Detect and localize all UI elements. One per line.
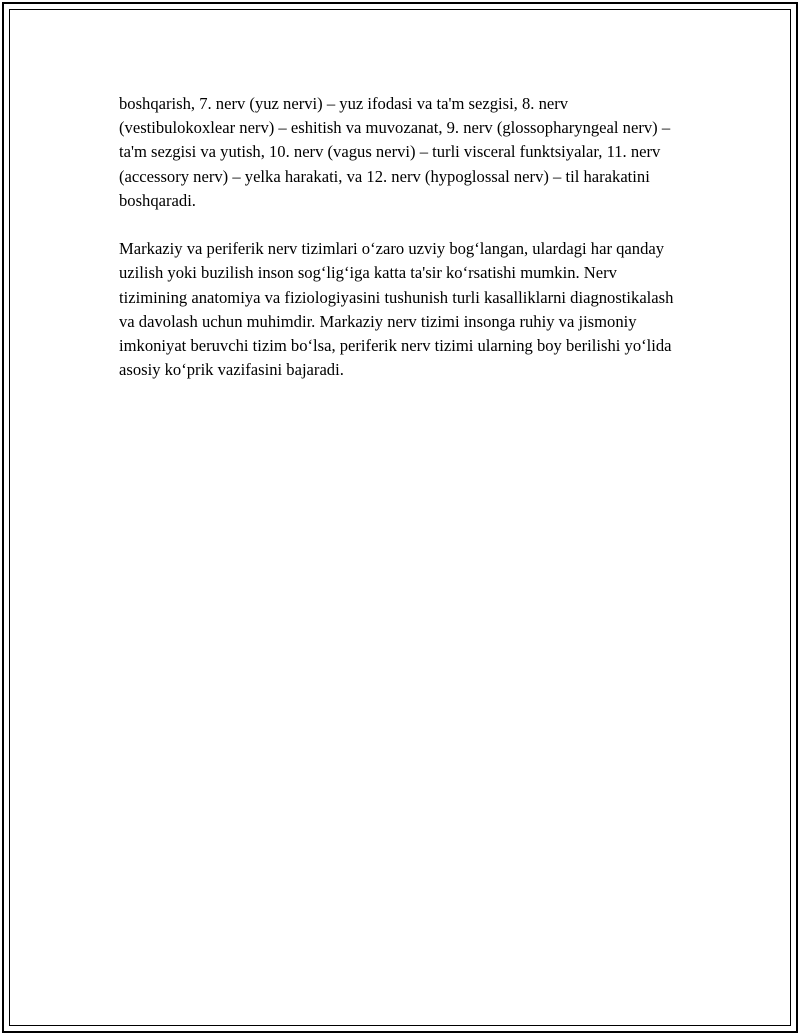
paragraph-nervous-system-summary: Markaziy va periferik nerv tizimlari o‘zaro uzviy bog‘langan, ulardagi har qanday uzilish yoki buzilish inson sog‘lig‘iga katta ta'sir ko‘rsatishi mumkin. Nerv tizimining anatomiya va fiziologiyasini tushunish turli kasalliklarni diagnostikalash va davolash uchun muhimdir. Markaziy nerv tizimi insonga ruhiy va jismoniy imkoniyat beruvchi tizim bo‘lsa, periferik nerv tizimi ularning boy berilishi yo‘lida asosiy ko‘prik vazifasini bajaradi.	[119, 239, 674, 380]
paragraph-cranial-nerves: boshqarish, 7. nerv (yuz nervi) – yuz ifodasi va ta'm sezgisi, 8. nerv (vestibulokoxlear nerv) – eshitish va muvozanat, 9. nerv (glossopharyngeal nerv) – ta'm sezgisi va yutish, 10. nerv (vagus nervi) – turli visceral funktsiyalar, 11. nerv (accessory nerv) – yelka harakati, va 12. nerv (hypoglossal nerv) – til harakatini boshqaradi.	[119, 94, 671, 210]
document-body	[119, 92, 684, 382]
